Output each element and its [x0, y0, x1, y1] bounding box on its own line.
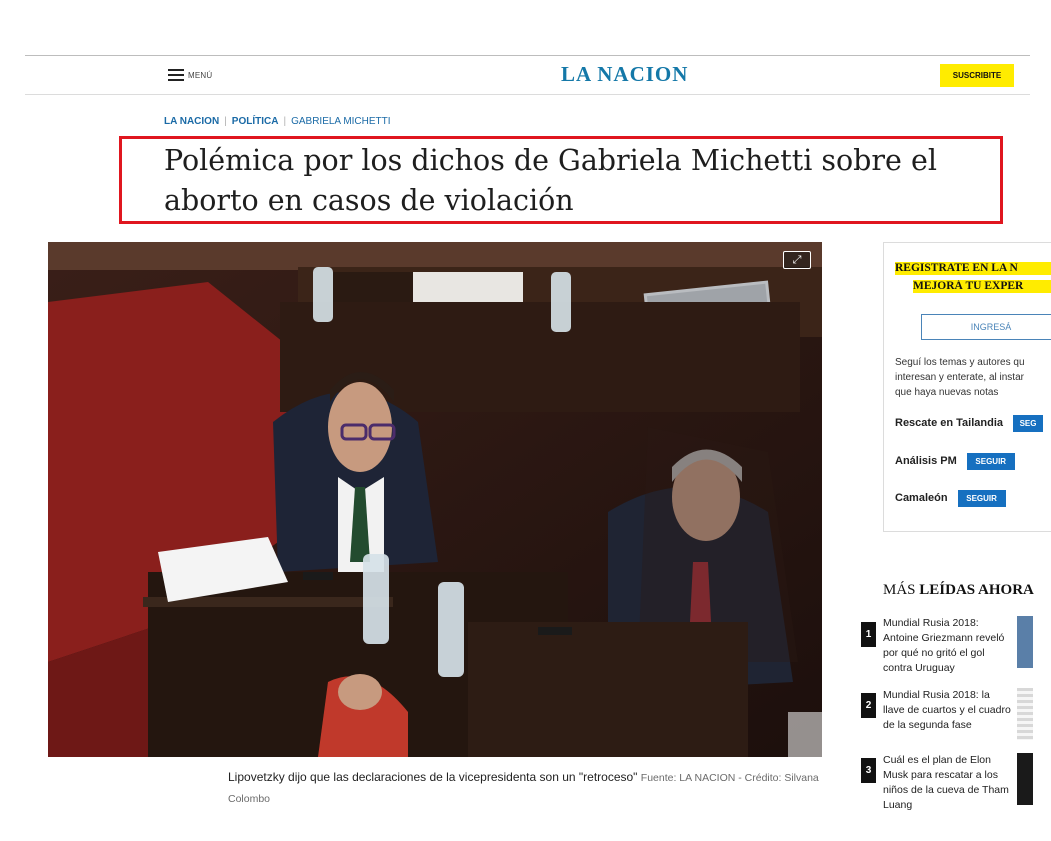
follow-topic-name: Rescate en Tailandia	[895, 417, 1004, 429]
caption-credit: Fuente: LA NACION - Crédito: Silvana Colombo	[228, 772, 819, 805]
caption-text: Lipovetzky dijo que las declaraciones de la vicepresidenta son un "retroceso"	[228, 770, 638, 784]
follow-topic-row	[895, 488, 1006, 508]
ingresa-button[interactable]: INGRESÁ	[921, 314, 1051, 340]
most-read-link[interactable]: Cuál es el plan de Elon Musk para rescatar a los niños de la cueva de Tham Luang	[883, 754, 1009, 811]
menu-label: MENÚ	[188, 70, 213, 80]
breadcrumb	[164, 116, 391, 127]
photo-caption	[228, 767, 828, 809]
breadcrumb-topic[interactable]: GABRIELA MICHETTI	[291, 116, 391, 127]
register-card	[883, 242, 1051, 532]
follow-topic-row	[895, 451, 1015, 471]
register-description-line: interesan y enterate, al instar	[895, 372, 1024, 383]
register-description-line: que haya nuevas notas	[895, 387, 999, 398]
follow-button[interactable]: SEG	[1013, 415, 1043, 432]
rank-number: 2	[861, 693, 876, 718]
photo-illustration	[48, 242, 822, 757]
most-read-title-strong: LEÍDAS AHORA	[919, 582, 1034, 598]
breadcrumb-separator: |	[224, 116, 227, 127]
register-title-line-1: REGISTRATE EN LA N	[895, 262, 1051, 275]
subscribe-button[interactable]: SUSCRIBITE	[940, 64, 1014, 87]
follow-topic-row	[895, 413, 1043, 433]
breadcrumb-section[interactable]: POLÍTICA	[231, 116, 279, 127]
most-read-thumbnail[interactable]	[1017, 616, 1033, 668]
menu-button[interactable]	[168, 66, 212, 84]
follow-topic-name: Análisis PM	[895, 455, 957, 467]
register-description-line: Seguí los temas y autores qu	[895, 357, 1025, 368]
site-logo[interactable]: LA NACION	[561, 62, 689, 86]
follow-button[interactable]: SEGUIR	[967, 453, 1015, 470]
follow-button[interactable]: SEGUIR	[958, 490, 1006, 507]
most-read-thumbnail[interactable]	[1017, 753, 1033, 805]
rank-number: 1	[861, 622, 876, 647]
most-read-link[interactable]: Mundial Rusia 2018: la llave de cuartos y el cuadro de la segunda fase	[883, 689, 1011, 731]
register-description	[895, 355, 1050, 400]
expand-icon: ⤢	[792, 254, 802, 266]
article-photo[interactable]	[48, 242, 822, 757]
most-read-title	[883, 582, 1034, 599]
follow-topic-name: Camaleón	[895, 492, 948, 504]
most-read-link[interactable]: Mundial Rusia 2018: Antoine Griezmann reveló por qué no gritó el gol contra Uruguay	[883, 617, 1005, 674]
most-read-title-prefix: MÁS	[883, 582, 916, 598]
article-headline: Polémica por los dichos de Gabriela Michetti sobre el aborto en casos de violación	[164, 144, 937, 217]
register-title-line-2: MEJORÁ TU EXPER	[913, 280, 1051, 293]
breadcrumb-home[interactable]: LA NACION	[164, 116, 220, 127]
site-header	[25, 56, 1030, 95]
expand-photo-button[interactable]	[783, 251, 811, 269]
rank-number: 3	[861, 758, 876, 783]
hamburger-icon	[168, 69, 184, 81]
most-read-thumbnail[interactable]	[1017, 688, 1033, 740]
breadcrumb-separator: |	[283, 116, 287, 127]
